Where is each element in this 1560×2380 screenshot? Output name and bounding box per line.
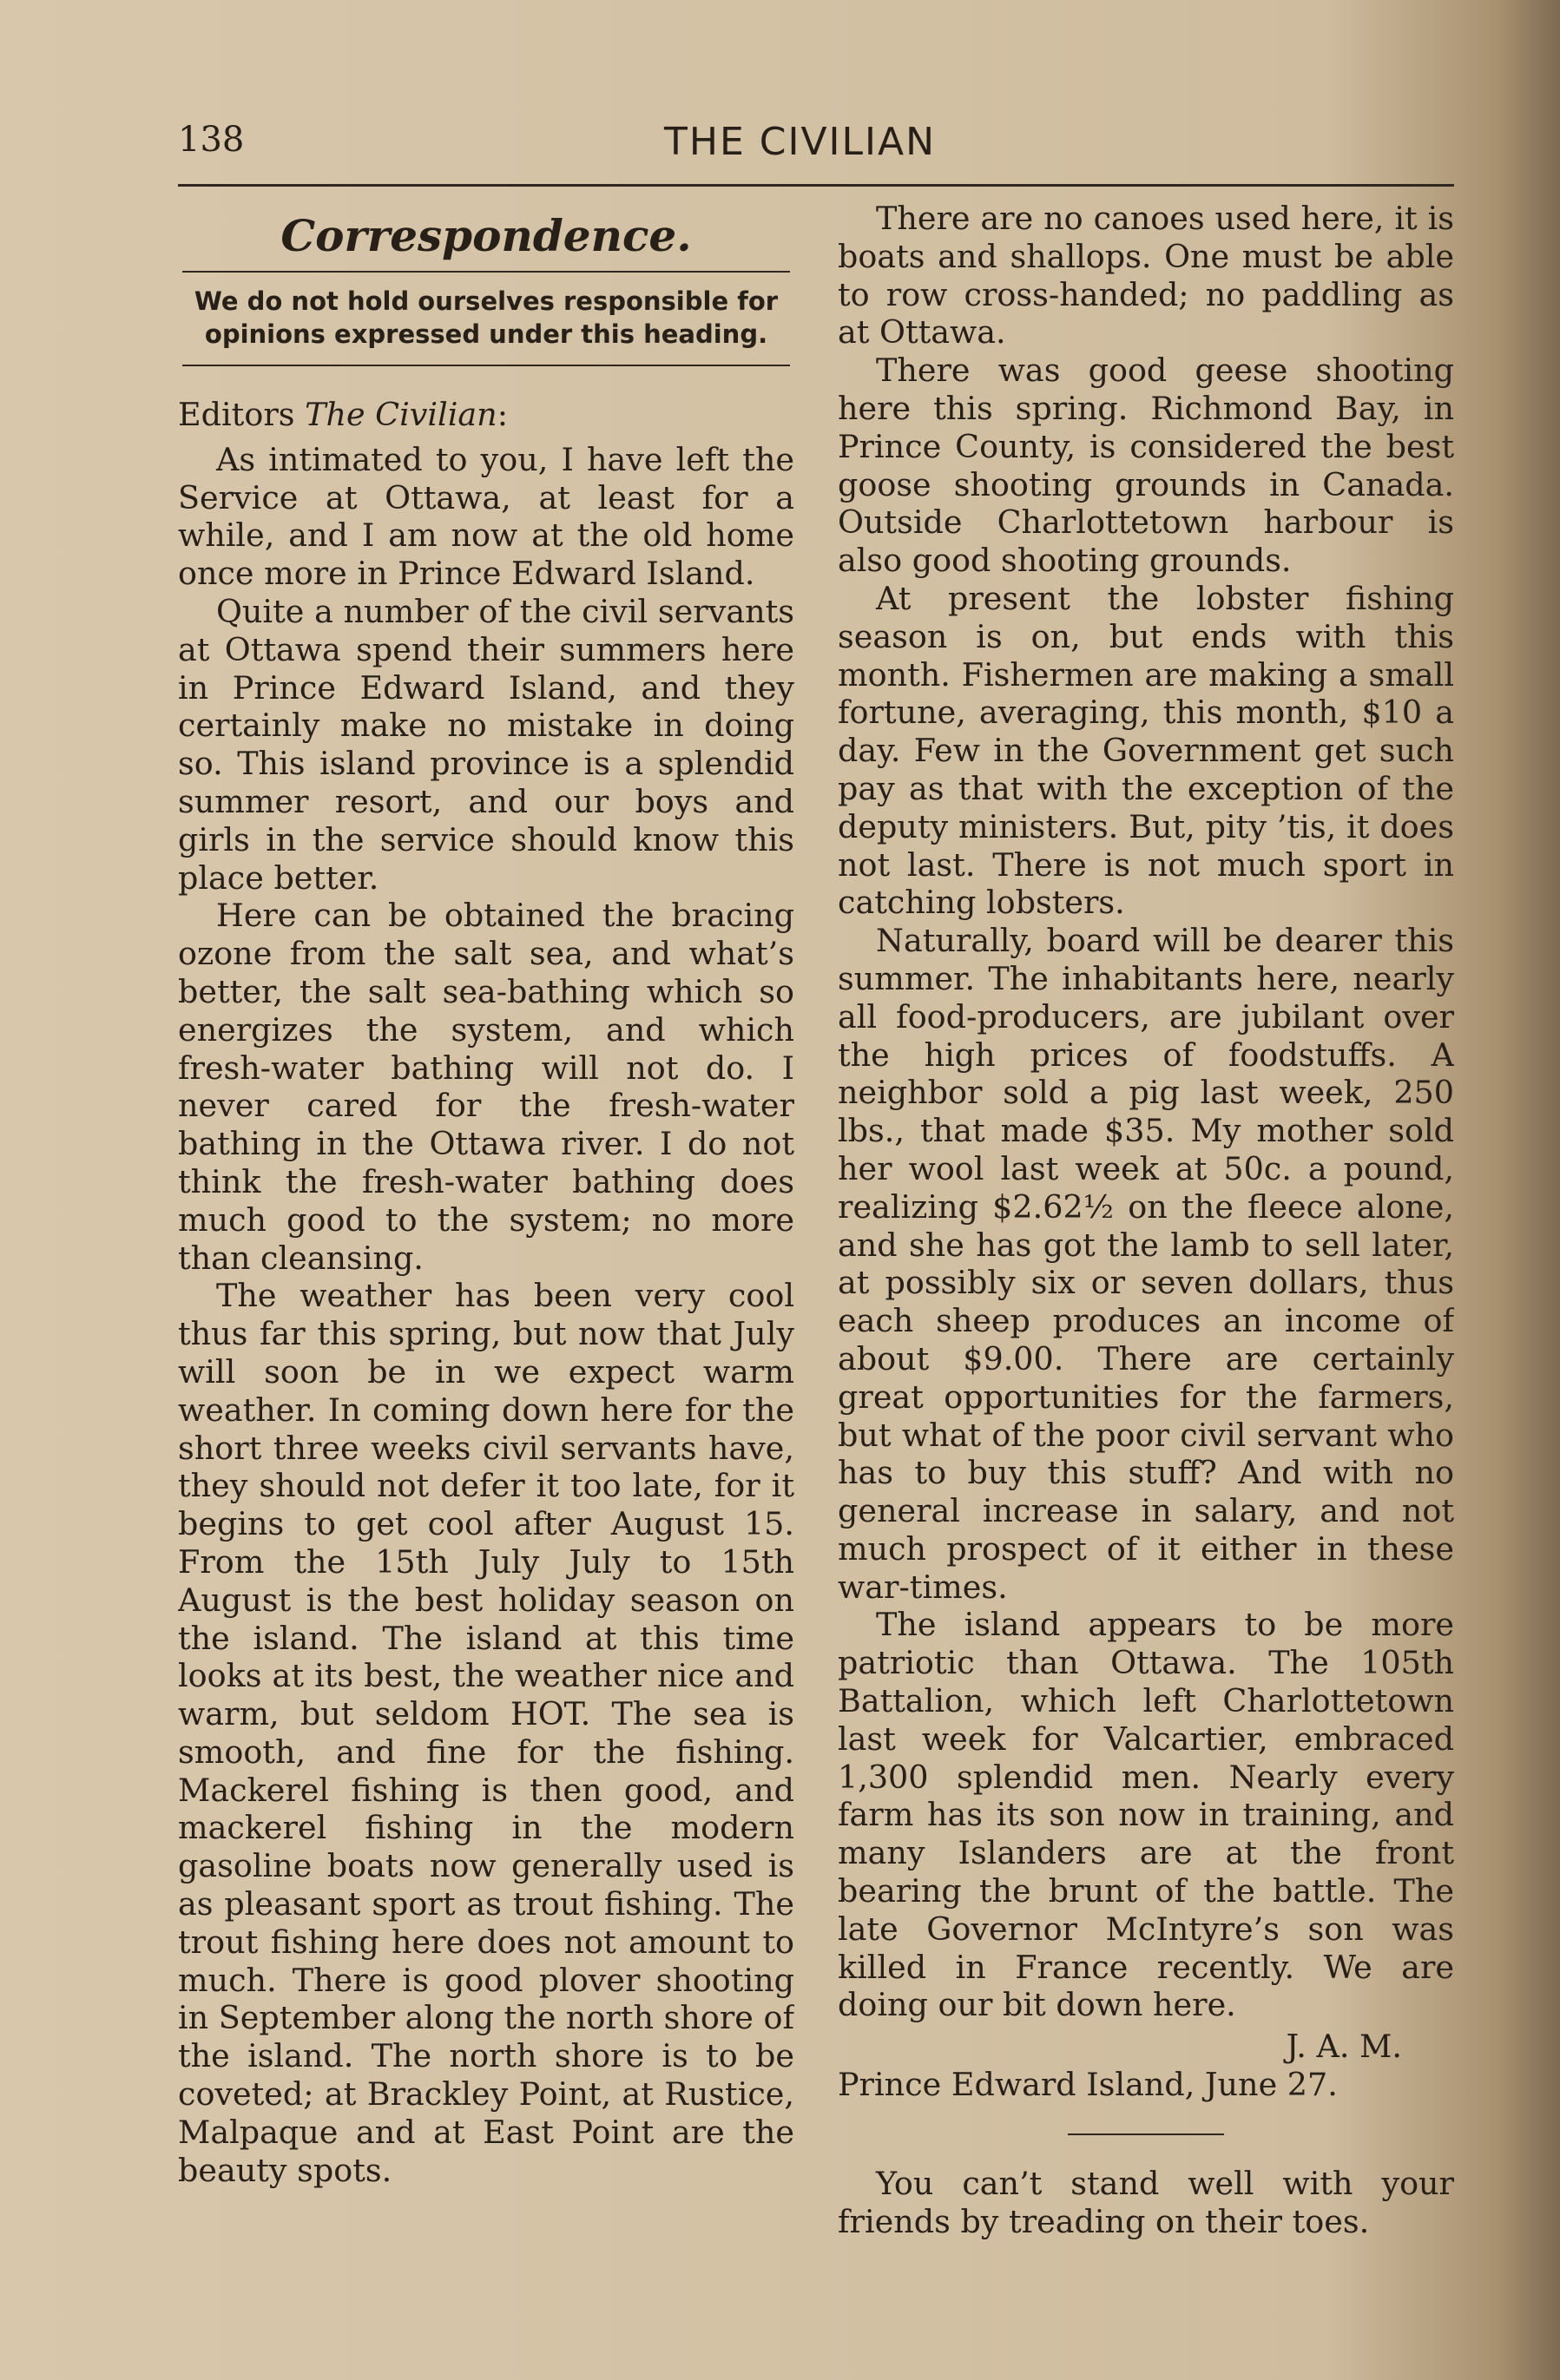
right-column: [838, 200, 1454, 2300]
letter-paragraph: Naturally, board will be dearer this summer. The inhabitants here, nearly all food-producers, are jubilant over the high prices of foodstuffs. A neighbor sold a pig last week, 250 lbs., that made $35. My mother sold her wool last week at 50c. a pound, realizing $2.62½ on the fleece alone, and she has got the lamb to sell later, at possibly six or seven dollars, thus each sheep produces an income of about $9.00. There are certainly great opportunities for the farmers, but what of the poor civil servant who has to buy this stuff? And with no general increase in salary, and not much prospect of it either in these war-times.: [838, 922, 1454, 1606]
separator-rule: [1068, 2133, 1224, 2135]
letter-signature: J. A. M.: [1286, 2028, 1402, 2066]
letter-paragraph: There was good geese shooting here this spring. Richmond Bay, in Prince County, is considered the best goose shooting grounds in Canada. Outside Charlottetown harbour is also good shooting grounds.: [838, 352, 1454, 580]
letter-paragraph: As intimated to you, I have left the Service at Ottawa, at least for a while, and I am now at the old home once more in Prince Edward Island.: [178, 440, 794, 593]
letter-paragraph: Quite a number of the civil servants at Ottawa spend their summers here in Prince Edward Island, and they certainly make no mistake in doing so. This island province is a splendid summer resort, and our boys and girls in the service should know this place better.: [178, 592, 794, 897]
letter-salutation: [178, 396, 794, 434]
salutation-prefix: Editors: [178, 396, 306, 433]
letter-paragraph: There are no canoes used here, it is boats and shallops. One must be able to row cross-handed; no paddling as at Ottawa.: [838, 200, 1454, 352]
page-number: 138: [178, 120, 245, 160]
letter-dateline: Prince Edward Island, June 27.: [838, 2066, 1338, 2104]
editorial-disclaimer: We do not hold ourselves responsible for opinions expressed under this heading.: [194, 286, 779, 349]
letter-paragraph: Here can be obtained the bracing ozone from the salt sea, and what’s better, the salt sea-bathing which so energizes the system, and which fresh-water bathing will not do. I never cared for the fresh-water bathing in the Ottawa river. I do not think the fresh-water bathing does much good to the system; no more than cleansing.: [178, 897, 794, 1277]
left-column: [178, 200, 794, 2300]
heading-rule: [182, 271, 790, 273]
letter-paragraph: At present the lobster fishing season is on, but ends with this month. Fishermen are making a small fortune, averaging, this month, $10 a day. Few in the Government get such pay as that with the exception of the deputy ministers. But, pity ’tis, it does not last. There is not much sport in catching lobsters.: [838, 579, 1454, 922]
publication-name: The Civilian: [305, 396, 497, 433]
section-heading: Correspondence.: [280, 210, 692, 261]
running-title: THE CIVILIAN: [664, 120, 937, 164]
disclaimer-rule: [182, 365, 790, 366]
header-rule: [178, 184, 1454, 187]
salutation-suffix: :: [497, 396, 508, 433]
page-header: [178, 120, 1454, 172]
filler-quote: You can’t stand well with your friends by treading on their toes.: [838, 2164, 1454, 2240]
letter-paragraph: The weather has been very cool thus far this spring, but now that July will soon be in we expect warm weather. In coming down here for the short three weeks civil servants have, they should not defer it too late, for it begins to get cool after August 15. From the 15th July July to 15th August is the best holiday season on the island. The island at this time looks at its best, the weather nice and warm, but seldom HOT. The sea is smooth, and fine for the fishing. Mackerel fishing is then good, and mackerel fishing in the modern gasoline boats now generally used is as pleasant sport as trout fishing. The trout fishing here does not amount to much. There is good plover shooting in September along the north shore of the island. The north shore is to be coveted; at Brackley Point, at Rustice, Malpaque and at East Point are the beauty spots.: [178, 1277, 794, 2189]
letter-paragraph: The island appears to be more patriotic than Ottawa. The 105th Battalion, which left Charlottetown last week for Valcartier, embraced 1,300 splendid men. Nearly every farm has its son now in training, and many Islanders are at the front bearing the brunt of the battle. The late Governor McIntyre’s son was killed in France recently. We are doing our bit down here.: [838, 1606, 1454, 2024]
